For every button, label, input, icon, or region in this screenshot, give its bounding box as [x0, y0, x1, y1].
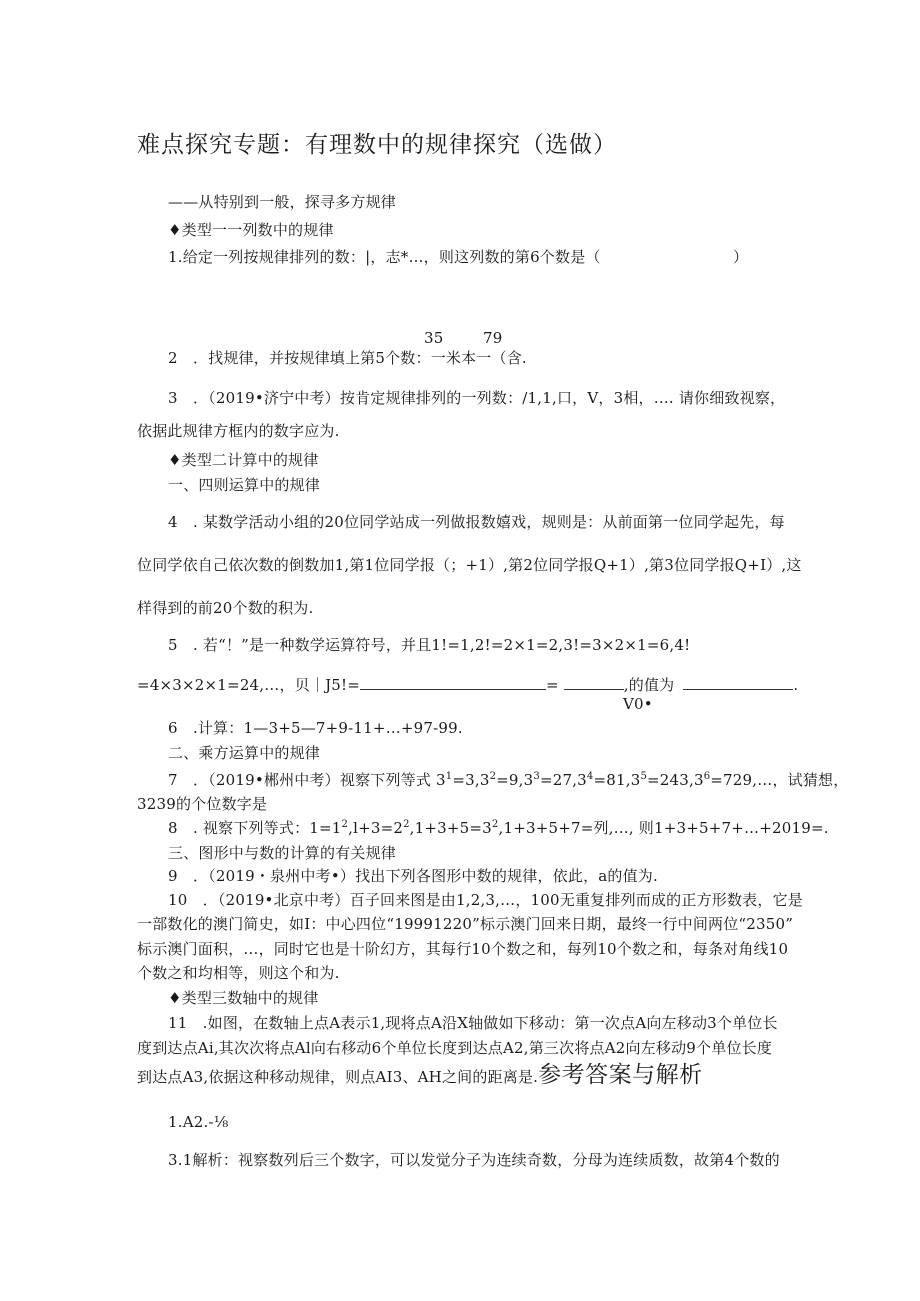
question-7-line-2: 3239的个位数字是: [137, 795, 268, 813]
question-11-line-1: 11 .如图，在数轴上点A表示1,现将点A沿X轴做如下移动：第一次点A向左移动3个单位长: [168, 1014, 778, 1032]
question-4-line-2: 位同学依自己依次数的倒数加1,第1位同学报（；+1）,第2位同学报Q+1）,第3位同学报Q+I）,这: [137, 556, 802, 574]
section-heading-figures: 三、图形中与数的计算的有关规律: [168, 844, 397, 862]
question-4-line-1: 4 . 某数学活动小组的20位同学站成一列做报数嬉戏，规则是：从前面第一位同学起先，每: [168, 513, 785, 531]
question-2-fraction-top-a: 35: [424, 329, 444, 347]
question-3-line-2: 依据此规律方框内的数字应为.: [137, 422, 340, 440]
question-2: 2 ．找规律，并按规律填上第5个数：一米本一（含.: [168, 349, 527, 367]
question-3-line-1: 3 ．（2019•济宁中考）按肯定规律排列的一列数：/1,1,口，V，3相，…. 请你细致视察，: [168, 389, 786, 407]
answer-blank: [564, 675, 624, 690]
type2-heading: ♦类型二计算中的规律: [168, 451, 319, 469]
answer-3: 3.1解析：视察数列后三个数字，可以发觉分子为连续奇数，分母为连续质数，故第4个数的: [168, 1151, 780, 1169]
question-10-line-2: 一部数化的澳门简史，如I：中心四位“19991220”标示澳门回来日期，最终一行中间两位“2350”: [137, 915, 794, 933]
question-10-line-1: 10 ．（2019•北京中考）百子回来图是由1,2,3,…，100无重复排列而成的正方形数表，它是: [168, 891, 803, 909]
question-10-line-4: 个数之和均相等，则这个和为.: [137, 964, 340, 982]
section-heading-arithmetic: 一、四则运算中的规律: [168, 476, 321, 494]
question-2-fraction-top-b: 79: [483, 329, 503, 347]
answer-blank: [683, 675, 793, 690]
type1-heading: ♦类型一一列数中的规律: [168, 221, 334, 239]
question-11-line-3: 到达点A3,依据这种移动规律，则点AI3、AH之间的距离是.参考答案与解析: [137, 1062, 703, 1088]
question-10-line-3: 标示澳门面积，…，同时它也是十阶幻方，其每行10个数之和，每列10个数之和，每条对角线10: [137, 940, 789, 958]
question-7-line-1: 7 ．（2019•郴州中考）视察下列等式 $3^1=3,3^2=9,3^3=27,3^4=81,3^5=243,3^6=729,\dots$，试猜想，: [168, 771, 849, 789]
question-5-line-2: =4×3×2×1=24,…，贝｜J5!= = ,的值为 .: [137, 676, 799, 694]
page-title: 难点探究专题：有理数中的规律探究（选做）: [137, 132, 617, 158]
answer-blank: [360, 675, 546, 690]
type3-heading: ♦类型三数轴中的规律: [168, 989, 319, 1007]
answer-1-2: 1.A2.-⅛: [168, 1113, 229, 1131]
question-9: 9 ．（2019・泉州中考•）找出下列各图形中数的规律，依此，a的值为.: [168, 867, 658, 885]
question-8: 8 . 视察下列等式：$1=1^2,l+3=2^2,1+3+5=3^2,1+3+5+7=$列,…, 则1+3+5+7+…+2019=.: [168, 819, 829, 837]
question-5-line-1: 5 . 若“！”是一种数学运算符号，并且1!=1,2!=2×1=2,3!=3×2×1=6,4!: [168, 636, 691, 654]
answers-heading: 参考答案与解析: [538, 1062, 703, 1088]
section-heading-powers: 二、乘方运算中的规律: [168, 744, 321, 762]
question-11-line-2: 度到达点Ai,其次次将点Al向右移动6个单位长度到达点A2,第三次将点A2向左移动9个单位长度: [137, 1039, 773, 1057]
subtitle: ——从特别到一般，探寻多方规律: [168, 193, 397, 211]
question-1-close-paren: ）: [733, 248, 749, 266]
question-4-line-3: 样得到的前20个数的积为.: [137, 599, 314, 617]
question-5-fraction-denominator: V0•: [623, 695, 653, 713]
question-6: 6 .计算：1—3+5—7+9-11+…+97-99.: [168, 719, 463, 737]
question-1: 1.给定一列按规律排列的数：|，志*…，则这列数的第6个数是（: [168, 248, 601, 266]
